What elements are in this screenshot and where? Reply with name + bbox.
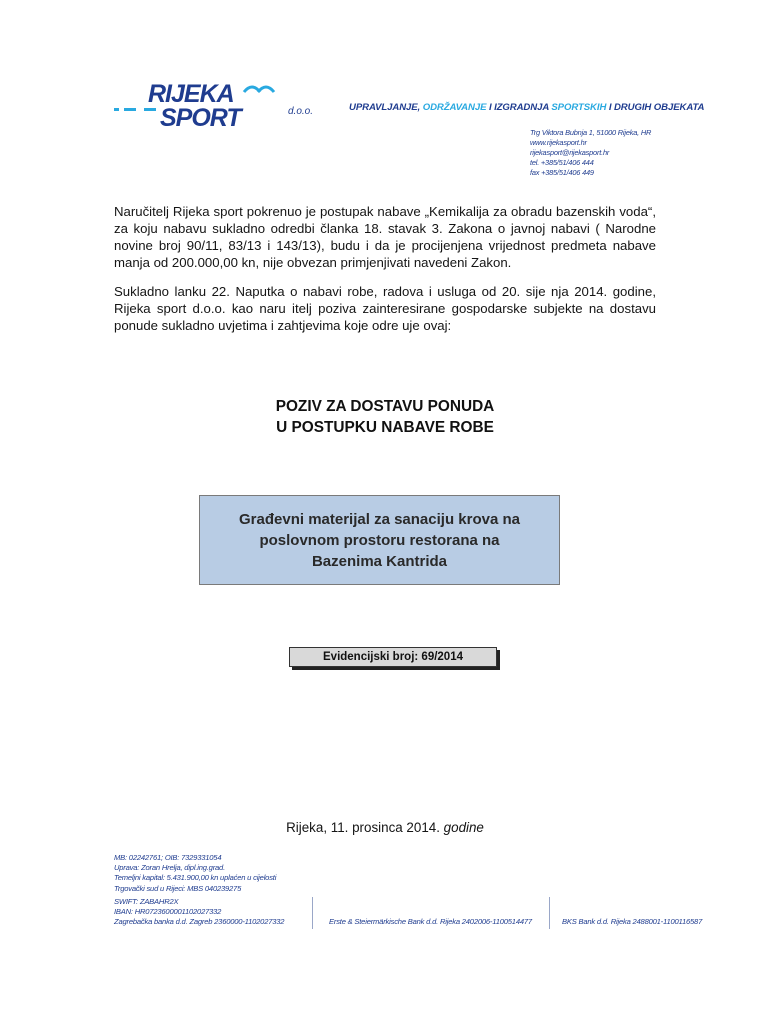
- heading-line-1: POZIV ZA DOSTAVU PONUDA: [275, 398, 495, 415]
- procurement-title-box: [199, 495, 560, 585]
- footer-company-info: MB: 02242761; OIB: 7329331054 Uprava: Zoran Hrelja, dipl.ing.grad. Temeljni kapital: 5.431.900,00 kn uplaćen u cijelosti Trgovački sud u Rijeci: MBS 040239275: [114, 853, 277, 893]
- contact-email[interactable]: rijekasport@rijekasport.hr: [530, 148, 610, 157]
- document-heading: [0, 396, 770, 438]
- footer-divider-2: [549, 897, 550, 929]
- title-line-3: Bazenima Kantrida: [311, 552, 448, 570]
- logo-dashes: [114, 108, 156, 111]
- contact-fax: fax +385/51/406 449: [530, 168, 594, 177]
- title-line-1: Građevni materijal za sanaciju krova na: [239, 510, 520, 528]
- intro-paragraph: Naručitelj Rijeka sport pokrenuo je postupak nabave „Kemikalija za obradu bazenskih voda“, za koju nabavu sukladno odredbi članka 18. stavak 3. Zakona o javnoj nabavi ( Narodne novine broj 90/11, 83/13 i 143/13), budu i da je procijenjena vrijednost predmeta nabave manja od 200.000,00 kn, nije obvezan primjenjivati navedeni Zakon.: [114, 204, 656, 270]
- footer-divider-1: [312, 897, 313, 929]
- heading-line-2: U POSTUPKU NABAVE ROBE: [276, 419, 494, 436]
- footer-bank-bks: BKS Bank d.d. Rijeka 2488001-1100116587: [562, 917, 703, 926]
- title-line-2: poslovnom prostoru restorana na: [259, 531, 500, 549]
- contact-website[interactable]: www.rijekasport.hr: [530, 138, 587, 147]
- contact-address: Trg Viktora Bubnja 1, 51000 Rijeka, HR: [530, 128, 652, 137]
- logo-swoosh-icon: [244, 87, 274, 92]
- contact-phone: tel. +385/51/406 444: [530, 158, 594, 167]
- footer-bank-zaba: SWIFT: ZABAHR2X IBAN: HR0723600001102027332 Zagrebačka banka d.d. Zagreb 2360000-1102027332: [114, 897, 285, 927]
- logo-rijeka: RIJEKA: [148, 80, 234, 108]
- place-and-date: Rijeka, 11. prosinca 2014. godine: [286, 820, 484, 835]
- invitation-paragraph: Sukladno lanku 22. Naputka o nabavi robe, radova i usluga od 20. sije nja 2014. godine, Rijeka sport d.o.o. kao naru itelj poziva zainteresirane gospodarske subjekte na dostavu ponude sukladno uvjetima i zahtjevima koje odre uje ovaj:: [114, 284, 656, 333]
- footer-bank-erste: Erste & Steiermärkische Bank d.d. Rijeka 2402006-1100514477: [329, 917, 532, 926]
- letterhead-tagline: UPRAVLJANJE, ODRŽAVANJE I IZGRADNJA SPORTSKIH I DRUGIH OBJEKATA: [349, 102, 705, 113]
- evidence-number: Evidencijski broj: 69/2014: [289, 647, 497, 667]
- logo-doo: d.o.o.: [288, 106, 314, 117]
- rijeka-sport-logo: [112, 78, 332, 134]
- logo-sport: SPORT: [160, 104, 241, 132]
- letterhead-contact: [530, 128, 651, 178]
